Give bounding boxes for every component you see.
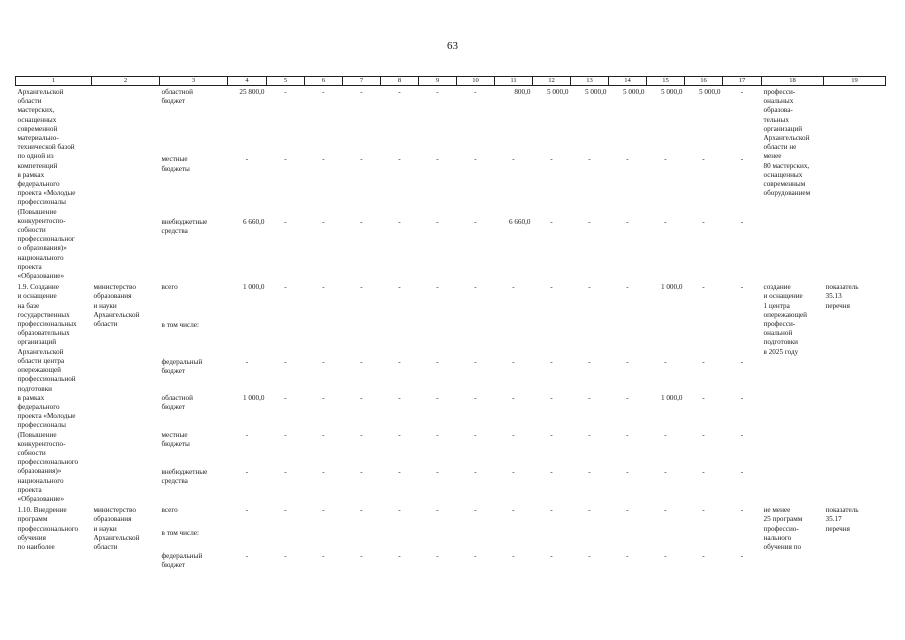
- amount-cell-col-6: -: [322, 155, 325, 164]
- amount-cell-col-13: -: [588, 218, 591, 227]
- amount-cell-col-7: -: [360, 506, 363, 515]
- activity-name-text: 1.9. Создание и оснащение на базе государственных профессиональных образовательных организаций Архангельской области центра опережающей профессиональной подготовки в рамках федерального проекта «Молодые профессионалы (Повышение конкурентоспо- собности профессионального образования)» национального проекта «Образование»: [17, 283, 79, 503]
- amount-cell-col-10: -: [474, 283, 477, 292]
- funding-source-text: в том числе:: [161, 529, 199, 538]
- amount-cell-col-4: -: [245, 430, 249, 439]
- page-number: 63: [447, 40, 458, 52]
- table-row: [16, 504, 886, 529]
- amount-cell-col-4: -: [245, 155, 249, 164]
- amount-cell-col-12: 5 000,0: [546, 88, 569, 96]
- table-row: [16, 281, 886, 321]
- amount-cell-col-5: -: [284, 506, 287, 515]
- amount-cell-col-4: [228, 529, 267, 552]
- column-header-8: 8: [381, 77, 419, 86]
- amount-cell-col-17: [723, 529, 762, 552]
- indicator-link-text: показатель 35.17 перечня: [825, 506, 859, 533]
- amount-cell-col-15: 1 000,0: [660, 394, 683, 403]
- amount-cell-col-13: [571, 529, 609, 552]
- amount-cell-col-8: -: [398, 218, 401, 227]
- amount-cell-col-17: -: [740, 88, 744, 96]
- column-header-4: 4: [228, 77, 267, 86]
- amount-cell-col-13: [571, 321, 609, 358]
- amount-cell-col-14: 5 000,0: [622, 88, 645, 96]
- indicator-link-cell: [824, 504, 886, 575]
- funding-source-cell: [160, 281, 228, 321]
- funding-source-cell: [160, 552, 228, 575]
- amount-cell-col-12: -: [550, 357, 553, 366]
- column-header-11: 11: [495, 77, 533, 86]
- amount-cell-col-12: -: [550, 155, 553, 164]
- amount-cell-col-4: -: [245, 552, 249, 561]
- activity-name-text: 1.10. Внедрение программ профессионального обучения по наиболее: [17, 506, 79, 551]
- amount-cell-col-6: -: [322, 467, 325, 476]
- amount-cell-col-16: -: [702, 552, 705, 561]
- amount-cell-col-10: [457, 529, 495, 552]
- funding-source-text: внебюджетные средства: [161, 467, 208, 485]
- amount-cell-col-14: -: [626, 218, 629, 227]
- amount-cell-col-15: -: [664, 155, 667, 164]
- amount-cell-col-7: [343, 529, 381, 552]
- amount-cell-col-17: -: [740, 394, 744, 403]
- amount-cell-col-7: -: [360, 394, 363, 403]
- budget-table: [15, 76, 886, 575]
- amount-cell-col-8: [381, 529, 419, 552]
- amount-cell-col-14: -: [626, 394, 629, 403]
- activity-name-cell: [16, 504, 92, 575]
- amount-cell-col-15: -: [664, 467, 667, 476]
- amount-cell-col-14: -: [626, 357, 629, 366]
- amount-cell-col-12: [533, 321, 571, 358]
- amount-cell-col-5: -: [284, 283, 287, 292]
- amount-cell-col-10: -: [474, 394, 477, 403]
- amount-cell-col-15: -: [664, 357, 667, 366]
- amount-cell-col-12: -: [550, 283, 553, 292]
- amount-cell-col-11: 800,0: [514, 88, 531, 96]
- amount-cell-col-16: -: [702, 430, 705, 439]
- amount-cell-col-15: -: [664, 506, 667, 515]
- amount-cell-col-4: -: [245, 357, 249, 366]
- amount-cell-col-17: -: [740, 467, 744, 476]
- amount-cell-col-16: -: [702, 218, 705, 227]
- amount-cell-col-6: [305, 321, 343, 358]
- amount-cell-col-13: -: [588, 357, 591, 366]
- executor-cell: [92, 281, 160, 504]
- amount-cell-col-17: -: [740, 430, 744, 439]
- amount-cell-col-13: -: [588, 467, 591, 476]
- amount-cell-col-17: -: [740, 357, 744, 366]
- column-header-18: 18: [762, 77, 824, 86]
- amount-cell-col-9: -: [436, 552, 439, 561]
- amount-cell-col-14: -: [626, 283, 629, 292]
- amount-cell-col-4: -: [245, 506, 249, 515]
- amount-cell-col-14: -: [626, 552, 629, 561]
- amount-cell-col-5: -: [284, 430, 287, 439]
- column-header-10: 10: [457, 77, 495, 86]
- amount-cell-col-8: -: [398, 467, 401, 476]
- amount-cell-col-16: 5 000,0: [698, 88, 721, 96]
- amount-cell-col-17: -: [740, 218, 744, 227]
- amount-cell-col-5: -: [284, 394, 287, 403]
- column-header-14: 14: [609, 77, 647, 86]
- amount-cell-col-9: -: [436, 357, 439, 366]
- amount-cell-col-5: -: [284, 88, 287, 96]
- funding-source-cell: [160, 529, 228, 552]
- expected-result-text: создание и оснащение 1 центра опережающей професси- ональной подготовки в 2025 году: [763, 283, 808, 356]
- amount-cell-col-6: -: [322, 506, 325, 515]
- amount-cell-col-13: -: [588, 430, 591, 439]
- amount-cell-col-11: -: [512, 467, 515, 476]
- funding-source-cell: [160, 358, 228, 395]
- amount-cell-col-7: -: [360, 357, 363, 366]
- amount-cell-col-13: -: [588, 394, 591, 403]
- funding-source-text: всего: [161, 283, 178, 292]
- amount-cell-col-10: -: [474, 552, 477, 561]
- amount-cell-col-15: 5 000,0: [660, 88, 683, 96]
- amount-cell-col-16: -: [702, 506, 705, 515]
- amount-cell-col-11: -: [512, 283, 515, 292]
- amount-cell-col-7: -: [360, 88, 363, 96]
- amount-cell-col-9: [419, 529, 457, 552]
- amount-cell-col-4: 6 660,0: [242, 218, 265, 227]
- amount-cell-col-12: -: [550, 552, 553, 561]
- amount-cell-col-11: -: [512, 394, 515, 403]
- funding-source-text: областной бюджет: [161, 394, 193, 412]
- funding-source-cell: [160, 218, 228, 281]
- amount-cell-col-8: -: [398, 88, 401, 96]
- amount-cell-col-7: -: [360, 430, 363, 439]
- amount-cell-col-13: -: [588, 552, 591, 561]
- amount-cell-col-14: [609, 529, 647, 552]
- amount-cell-col-7: -: [360, 467, 363, 476]
- funding-source-cell: [160, 504, 228, 529]
- column-header-1: 1: [16, 77, 92, 86]
- amount-cell-col-5: -: [284, 357, 287, 366]
- amount-cell-col-17: -: [740, 155, 744, 164]
- amount-cell-col-16: -: [702, 155, 705, 164]
- amount-cell-col-7: [343, 321, 381, 358]
- amount-cell-col-13: -: [588, 283, 591, 292]
- amount-cell-col-16: -: [702, 394, 705, 403]
- amount-cell-col-6: [305, 529, 343, 552]
- amount-cell-col-10: -: [474, 218, 477, 227]
- executor-cell: [92, 86, 160, 282]
- amount-cell-col-7: -: [360, 155, 363, 164]
- amount-cell-col-8: -: [398, 430, 401, 439]
- amount-cell-col-7: -: [360, 218, 363, 227]
- amount-cell-col-13: -: [588, 506, 591, 515]
- funding-source-cell: [160, 155, 228, 218]
- amount-cell-col-12: -: [550, 394, 553, 403]
- amount-cell-col-17: -: [740, 506, 744, 515]
- column-header-5: 5: [267, 77, 305, 86]
- amount-cell-col-12: -: [550, 430, 553, 439]
- amount-cell-col-15: -: [664, 218, 667, 227]
- amount-cell-col-6: -: [322, 552, 325, 561]
- amount-cell-col-16: -: [702, 467, 705, 476]
- funding-source-cell: [160, 394, 228, 431]
- amount-cell-col-6: -: [322, 357, 325, 366]
- amount-cell-col-9: -: [436, 283, 439, 292]
- activity-name-cell: [16, 86, 92, 282]
- amount-cell-col-8: -: [398, 357, 401, 366]
- amount-cell-col-8: -: [398, 155, 401, 164]
- funding-source-text: в том числе:: [161, 321, 199, 330]
- indicator-link-cell: [824, 281, 886, 504]
- executor-text: министерство образования и науки Архангельской области: [93, 506, 140, 551]
- amount-cell-col-4: 1 000,0: [242, 394, 265, 403]
- amount-cell-col-13: -: [588, 155, 591, 164]
- amount-cell-col-9: -: [436, 218, 439, 227]
- amount-cell-col-11: -: [512, 430, 515, 439]
- amount-cell-col-10: -: [474, 88, 477, 96]
- amount-cell-col-11: -: [512, 155, 515, 164]
- funding-source-text: областной бюджет: [161, 88, 193, 106]
- amount-cell-col-16: [685, 321, 723, 358]
- indicator-link-cell: [824, 86, 886, 282]
- amount-cell-col-9: -: [436, 155, 439, 164]
- amount-cell-col-15: [647, 321, 685, 358]
- amount-cell-col-14: -: [626, 506, 629, 515]
- amount-cell-col-4: -: [245, 467, 249, 476]
- amount-cell-col-7: -: [360, 283, 363, 292]
- amount-cell-col-6: -: [322, 218, 325, 227]
- amount-cell-col-8: -: [398, 506, 401, 515]
- amount-cell-col-9: -: [436, 430, 439, 439]
- amount-cell-col-5: -: [284, 218, 287, 227]
- amount-cell-col-4: 1 000,0: [242, 283, 265, 292]
- column-header-9: 9: [419, 77, 457, 86]
- amount-cell-col-11: -: [512, 357, 515, 366]
- funding-source-text: местные бюджеты: [161, 155, 190, 173]
- amount-cell-col-5: -: [284, 467, 287, 476]
- amount-cell-col-13: 5 000,0: [584, 88, 607, 96]
- amount-cell-col-6: -: [322, 430, 325, 439]
- amount-cell-col-6: -: [322, 283, 325, 292]
- amount-cell-col-9: -: [436, 394, 439, 403]
- amount-cell-col-10: -: [474, 155, 477, 164]
- amount-cell-col-6: -: [322, 88, 325, 96]
- amount-cell-col-17: -: [740, 283, 744, 292]
- column-header-3: 3: [160, 77, 228, 86]
- amount-cell-col-11: -: [512, 506, 515, 515]
- amount-cell-col-17: -: [740, 552, 744, 561]
- amount-cell-col-15: -: [664, 552, 667, 561]
- amount-cell-col-10: -: [474, 430, 477, 439]
- amount-cell-col-11: [495, 529, 533, 552]
- amount-cell-col-10: [457, 321, 495, 358]
- amount-cell-col-14: -: [626, 155, 629, 164]
- amount-cell-col-10: -: [474, 357, 477, 366]
- amount-cell-col-11: -: [512, 552, 515, 561]
- amount-cell-col-10: -: [474, 506, 477, 515]
- amount-cell-col-8: -: [398, 394, 401, 403]
- column-header-6: 6: [305, 77, 343, 86]
- amount-cell-col-14: [609, 321, 647, 358]
- expected-result-cell: [762, 504, 824, 575]
- amount-cell-col-16: -: [702, 357, 705, 366]
- amount-cell-col-8: -: [398, 283, 401, 292]
- table-row: [16, 86, 886, 156]
- amount-cell-col-11: 6 660,0: [508, 218, 531, 227]
- executor-cell: [92, 504, 160, 575]
- amount-cell-col-11: [495, 321, 533, 358]
- amount-cell-col-10: -: [474, 467, 477, 476]
- column-header-15: 15: [647, 77, 685, 86]
- amount-cell-col-5: -: [284, 155, 287, 164]
- amount-cell-col-12: -: [550, 218, 553, 227]
- funding-source-cell: [160, 431, 228, 468]
- funding-source-text: внебюджетные средства: [161, 218, 208, 236]
- amount-cell-col-4: 25 800,0: [239, 88, 265, 96]
- amount-cell-col-4: [228, 321, 267, 358]
- funding-source-cell: [160, 86, 228, 156]
- amount-cell-col-8: -: [398, 552, 401, 561]
- funding-source-text: федеральный бюджет: [161, 357, 203, 375]
- amount-cell-col-15: [647, 529, 685, 552]
- funding-source-text: федеральный бюджет: [161, 552, 203, 570]
- column-header-row: [16, 77, 886, 86]
- executor-text: министерство образования и науки Архангельской области: [93, 283, 140, 329]
- amount-cell-col-15: 1 000,0: [660, 283, 683, 292]
- amount-cell-col-14: -: [626, 467, 629, 476]
- funding-source-cell: [160, 468, 228, 505]
- indicator-link-text: показатель 35.13 перечня: [825, 283, 859, 310]
- funding-source-text: всего: [161, 506, 178, 515]
- amount-cell-col-9: -: [436, 467, 439, 476]
- expected-result-text: професси- ональных образова- тельных организаций Архангельской области не менее 80 мастерских, оснащенных современным оборудованием: [763, 88, 811, 198]
- amount-cell-col-6: -: [322, 394, 325, 403]
- column-header-19: 19: [824, 77, 886, 86]
- amount-cell-col-16: [685, 529, 723, 552]
- funding-source-cell: [160, 321, 228, 358]
- amount-cell-col-9: -: [436, 88, 439, 96]
- amount-cell-col-5: [267, 529, 305, 552]
- column-header-12: 12: [533, 77, 571, 86]
- column-header-17: 17: [723, 77, 762, 86]
- amount-cell-col-12: -: [550, 506, 553, 515]
- amount-cell-col-7: -: [360, 552, 363, 561]
- amount-cell-col-9: -: [436, 506, 439, 515]
- amount-cell-col-15: -: [664, 430, 667, 439]
- expected-result-cell: [762, 281, 824, 504]
- column-header-16: 16: [685, 77, 723, 86]
- column-header-2: 2: [92, 77, 160, 86]
- activity-name-cell: [16, 281, 92, 504]
- amount-cell-col-14: -: [626, 430, 629, 439]
- column-header-13: 13: [571, 77, 609, 86]
- amount-cell-col-5: [267, 321, 305, 358]
- amount-cell-col-5: -: [284, 552, 287, 561]
- amount-cell-col-16: -: [702, 283, 705, 292]
- funding-source-text: местные бюджеты: [161, 430, 190, 449]
- table-body: [16, 86, 886, 576]
- amount-cell-col-9: [419, 321, 457, 358]
- amount-cell-col-12: -: [550, 467, 553, 476]
- activity-name-text: Архангельской области мастерских, оснащенных современной материально- технической базой по одной из компетенций в рамках федерального проекта «Молодые профессионалы (Повышение конкурентоспо- собности профессиональног о образования)» национального проекта «Образование»: [17, 88, 76, 281]
- amount-cell-col-12: [533, 529, 571, 552]
- amount-cell-col-8: [381, 321, 419, 358]
- amount-cell-col-17: [723, 321, 762, 358]
- expected-result-text: не менее 25 программ профессио- нального обучения по: [763, 506, 803, 551]
- column-header-7: 7: [343, 77, 381, 86]
- expected-result-cell: [762, 86, 824, 282]
